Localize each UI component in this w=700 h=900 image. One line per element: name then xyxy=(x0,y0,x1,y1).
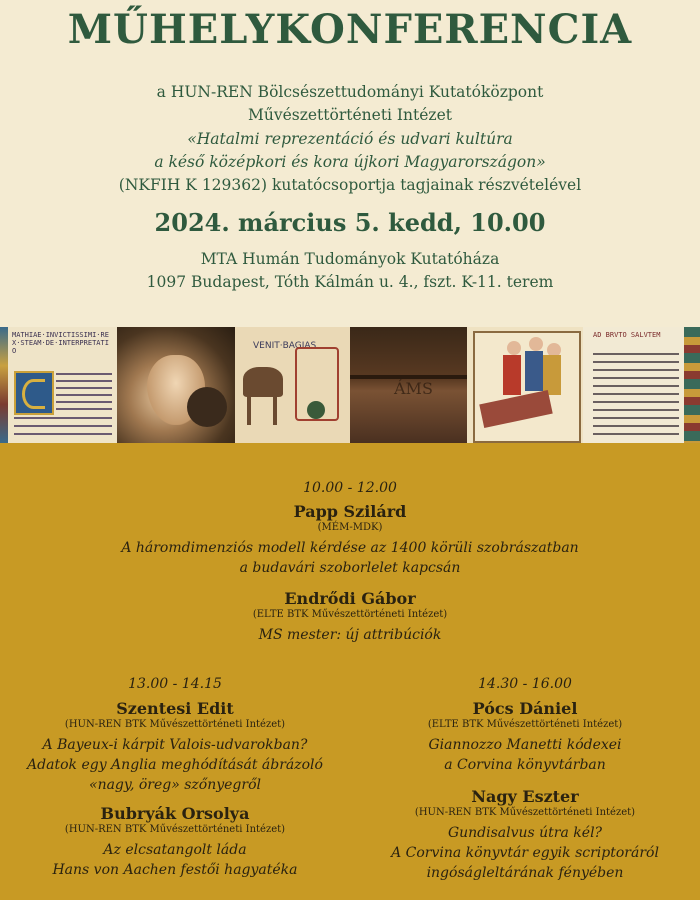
manuscript-image-1 xyxy=(0,327,117,443)
afternoon-session-right xyxy=(360,676,690,883)
talk-papp xyxy=(0,502,700,578)
manuscript-image-2 xyxy=(583,327,700,443)
project-line-1: «Hatalmi reprezentáció és udvari kultúra xyxy=(187,130,513,148)
talk-nagy xyxy=(360,787,690,883)
talk-title-line: A háromdimenziós modell kérdése az 1400 körüli szobrászatban xyxy=(121,540,579,556)
talk-pocs xyxy=(360,699,690,775)
speaker-affiliation: (HUN-REN BTK Művészettörténeti Intézet) xyxy=(64,824,286,835)
venue-line-2: 1097 Budapest, Tóth Kálmán u. 4., fszt. K-11. terem xyxy=(146,273,554,291)
org-line-2: Művészettörténeti Intézet xyxy=(247,106,453,124)
manuscript-heading: AD BRVTO SALVTEM xyxy=(593,331,661,339)
speaker-name: Bubryák Orsolya xyxy=(100,804,250,823)
speaker-affiliation: (HUN-REN BTK Művészettörténeti Intézet) xyxy=(64,719,286,730)
event-date: 2024. március 5. kedd, 10.00 xyxy=(154,208,546,237)
miniature-image xyxy=(467,327,583,443)
session-time: 10.00 - 12.00 xyxy=(303,480,397,496)
morning-session xyxy=(0,480,700,496)
speaker-name: Nagy Eszter xyxy=(471,787,579,806)
talk-title-line: A Corvina könyvtár egyik scriptoráról xyxy=(391,845,659,861)
org-line-1: a HUN-REN Bölcsészettudományi Kutatóközpont xyxy=(156,83,544,101)
project-line-3: (NKFIH K 129362) kutatócsoportja tagjainak részvételével xyxy=(118,176,582,194)
venue-line-1: MTA Humán Tudományok Kutatóháza xyxy=(200,250,500,268)
session-time: 14.30 - 16.00 xyxy=(478,676,572,692)
header-section xyxy=(0,0,700,327)
talk-title-line: Giannozzo Manetti kódexei xyxy=(428,737,622,753)
afternoon-session-left xyxy=(10,676,340,880)
image-strip xyxy=(0,327,700,443)
project-line-2: a késő középkori és kora újkori Magyarországon» xyxy=(154,153,546,171)
manuscript-text: MATHIAE·INVICTISSIMI·REX·STEAM·DE·INTERPRETATIO xyxy=(12,331,109,355)
talk-title-line: Hans von Aachen festői hagyatéka xyxy=(52,862,298,878)
speaker-affiliation: (HUN-REN BTK Művészettörténeti Intézet) xyxy=(414,807,636,818)
conference-title: MŰHELYKONFERENCIA xyxy=(67,6,633,53)
session-time: 13.00 - 14.15 xyxy=(128,676,222,692)
speaker-name: Pócs Dániel xyxy=(472,699,578,718)
talk-endrodi xyxy=(0,589,700,645)
talk-title-line: ingóságleltárának fényében xyxy=(426,865,624,881)
talk-title-line: a budavári szoborlelet kapcsán xyxy=(239,560,461,576)
chest-image xyxy=(350,327,467,443)
talk-title-line: A Bayeux-i kárpit Valois-udvarokban? xyxy=(42,737,308,753)
talk-title-line: «nagy, öreg» szőnyegről xyxy=(89,777,261,793)
speaker-affiliation: (ELTE BTK Művészettörténeti Intézet) xyxy=(427,719,623,730)
talk-title-line: a Corvina könyvtárban xyxy=(444,757,606,773)
talk-szentesi xyxy=(10,699,340,795)
speaker-affiliation: (MÉM-MDK) xyxy=(317,522,383,533)
painting-image xyxy=(117,327,235,443)
talk-title-line: MS mester: új attribúciók xyxy=(258,627,442,643)
speaker-name: Papp Szilárd xyxy=(293,502,407,521)
programme-section xyxy=(0,443,700,900)
talk-title-line: Adatok egy Anglia meghódítását ábrázoló xyxy=(27,757,323,773)
talk-bubryak xyxy=(10,804,340,880)
chest-inscription: ÁMS xyxy=(394,379,433,398)
tapestry-text: VENIT·BAGIAS xyxy=(253,341,317,351)
speaker-name: Endrődi Gábor xyxy=(284,589,416,608)
tapestry-image xyxy=(235,327,350,443)
speaker-affiliation: (ELTE BTK Művészettörténeti Intézet) xyxy=(252,609,448,620)
talk-title-line: Gundisalvus útra kél? xyxy=(447,825,603,841)
illuminated-initial-icon xyxy=(14,371,54,415)
speaker-name: Szentesi Edit xyxy=(116,699,234,718)
talk-title-line: Az elcsatangolt láda xyxy=(103,842,247,858)
